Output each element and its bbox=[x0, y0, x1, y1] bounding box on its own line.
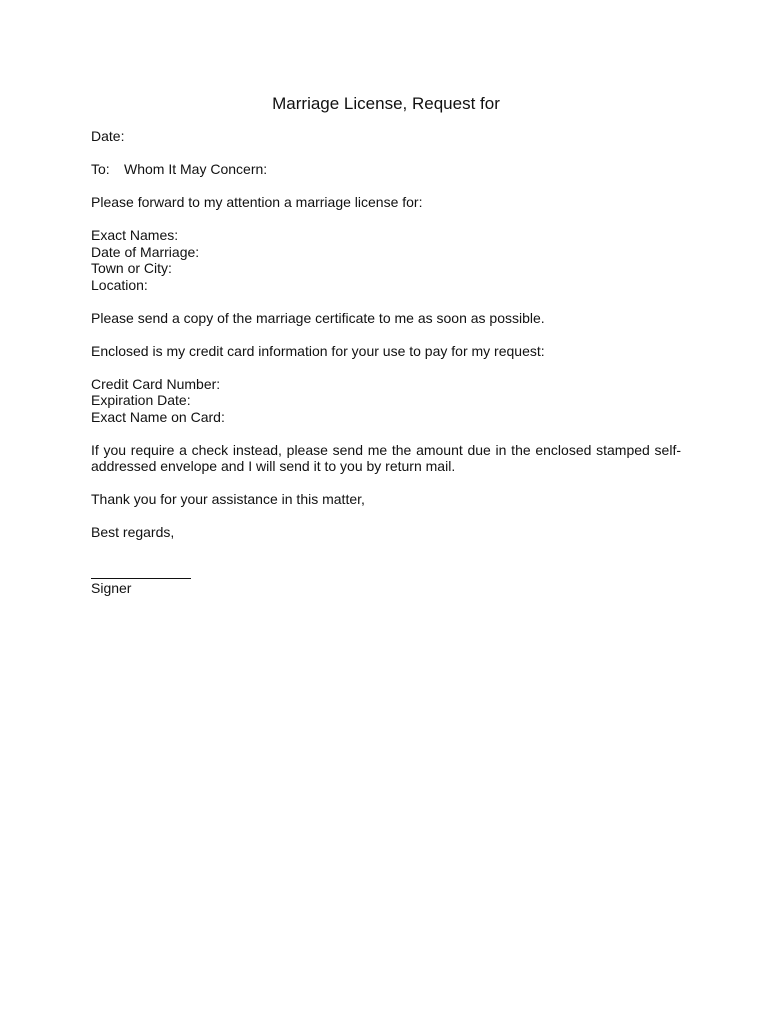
copy-request-paragraph: Please send a copy of the marriage certificate to me as soon as possible. bbox=[91, 309, 545, 326]
check-note-paragraph: If you require a check instead, please send me the amount due in the enclosed stamped self-addressed envelope and I will send it to you by return mail. bbox=[91, 441, 681, 474]
document-title: Marriage License, Request for bbox=[272, 94, 500, 113]
recipient-row bbox=[91, 161, 681, 178]
date-line bbox=[91, 128, 681, 145]
thanks-paragraph: Thank you for your assistance in this matter, bbox=[91, 491, 365, 507]
detail-date-of-marriage: Date of Marriage: bbox=[91, 243, 200, 260]
detail-town-or-city: Town or City: bbox=[91, 260, 172, 276]
detail-location: Location: bbox=[91, 276, 148, 293]
card-number-label: Credit Card Number: bbox=[91, 375, 221, 392]
closing-line: Best regards, bbox=[91, 524, 175, 540]
detail-exact-names: Exact Names: bbox=[91, 227, 179, 243]
intro-paragraph: Please forward to my attention a marriage license for: bbox=[91, 194, 423, 210]
card-details bbox=[91, 376, 681, 426]
date-label: Date: bbox=[91, 128, 125, 144]
expiration-date-label: Expiration Date: bbox=[91, 392, 191, 408]
enclosed-paragraph: Enclosed is my credit card information for your use to pay for my request: bbox=[91, 342, 545, 359]
to-value: Whom It May Concern: bbox=[124, 161, 268, 177]
to-label: To: bbox=[91, 161, 110, 177]
signature-line bbox=[91, 557, 191, 579]
name-on-card-label: Exact Name on Card: bbox=[91, 408, 225, 425]
recipient-line bbox=[91, 161, 681, 178]
signer-label: Signer bbox=[91, 580, 132, 596]
license-details bbox=[91, 227, 681, 293]
